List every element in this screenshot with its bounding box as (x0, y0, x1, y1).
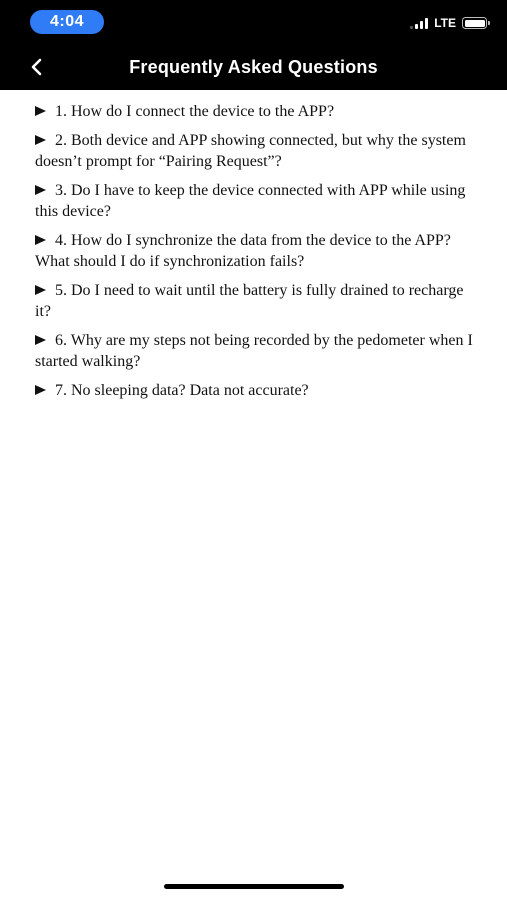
navigation-bar (0, 44, 507, 90)
status-time: 4:04 (30, 10, 104, 34)
faq-item-3[interactable] (35, 180, 475, 222)
triangle-right-icon (35, 106, 46, 116)
status-indicators (410, 14, 487, 32)
status-bar (0, 0, 507, 44)
faq-item-2[interactable] (35, 130, 475, 172)
faq-question-text: 7. No sleeping data? Data not accurate? (55, 382, 309, 399)
battery-icon (462, 17, 487, 29)
faq-item-7[interactable] (35, 380, 475, 401)
home-indicator[interactable] (164, 884, 344, 889)
faq-question-text: 4. How do I synchronize the data from the device to the APP? What should I do if synchronization fails? (35, 232, 451, 270)
faq-item-4[interactable] (35, 230, 475, 272)
triangle-right-icon (35, 135, 46, 145)
network-label: LTE (434, 16, 456, 30)
faq-list (35, 101, 475, 409)
faq-question-text: 5. Do I need to wait until the battery is fully drained to recharge it? (35, 282, 464, 320)
chevron-left-icon (30, 58, 44, 76)
faq-question-text: 2. Both device and APP showing connected, but why the system doesn’t prompt for “Pairing Request”? (35, 132, 466, 170)
faq-question-text: 6. Why are my steps not being recorded by the pedometer when I started walking? (35, 332, 473, 370)
signal-icon (410, 18, 428, 29)
triangle-right-icon (35, 235, 46, 245)
faq-item-1[interactable] (35, 101, 475, 122)
faq-item-5[interactable] (35, 280, 475, 322)
triangle-right-icon (35, 185, 46, 195)
faq-question-text: 3. Do I have to keep the device connected with APP while using this device? (35, 182, 466, 220)
page-title: Frequently Asked Questions (129, 57, 378, 77)
back-button[interactable] (22, 52, 52, 82)
triangle-right-icon (35, 335, 46, 345)
triangle-right-icon (35, 385, 46, 395)
faq-question-text: 1. How do I connect the device to the APP? (55, 103, 335, 120)
faq-item-6[interactable] (35, 330, 475, 372)
triangle-right-icon (35, 285, 46, 295)
